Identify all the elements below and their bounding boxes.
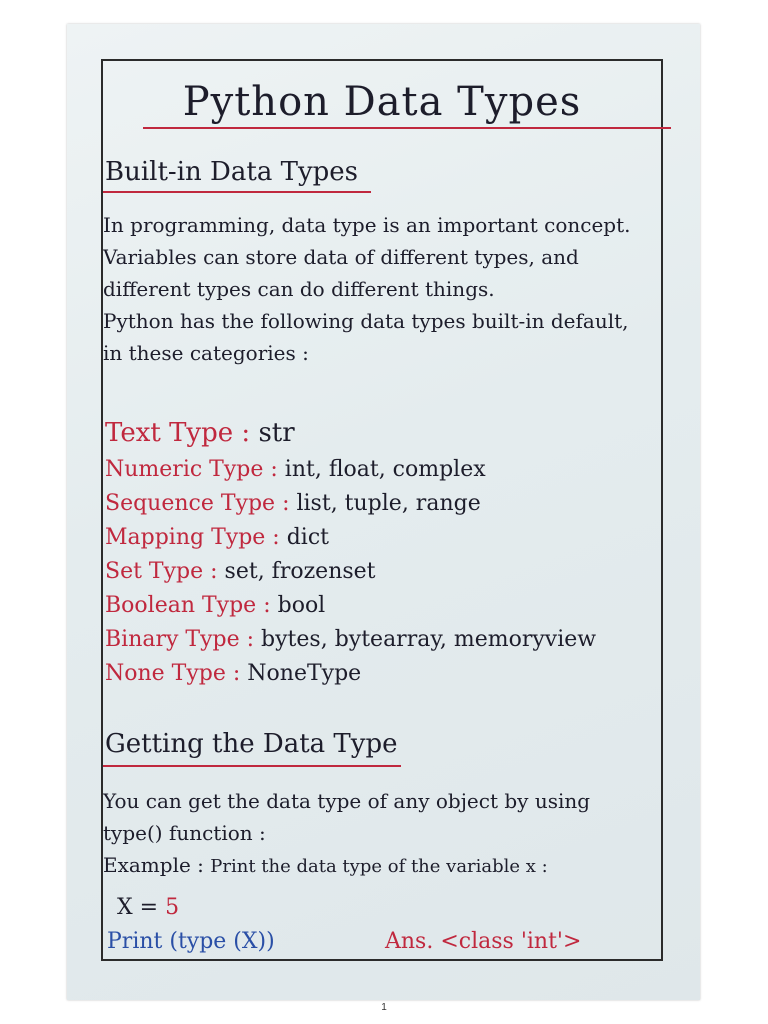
- type-row-sequence: [105, 487, 661, 521]
- type-label: None Type :: [105, 661, 241, 686]
- title-underline: [143, 127, 671, 129]
- code-variable: X =: [117, 895, 166, 920]
- type-row-text: [105, 413, 661, 453]
- code-answer: Ans. <class 'int'>: [385, 929, 582, 954]
- type-value: dict: [286, 525, 329, 550]
- example-text: Print the data type of the variable x :: [210, 856, 548, 877]
- data-types-list: [105, 413, 661, 691]
- type-value: list, tuple, range: [296, 491, 481, 516]
- type-value: bytes, bytearray, memoryview: [261, 627, 597, 652]
- page-border: [101, 59, 663, 961]
- type-row-numeric: [105, 453, 661, 487]
- section-heading-builtin: Built-in Data Types: [105, 157, 359, 187]
- type-label: Numeric Type :: [105, 457, 278, 482]
- type-label: Set Type :: [105, 559, 218, 584]
- type-label: Boolean Type :: [105, 593, 271, 618]
- type-label: Text Type :: [105, 418, 251, 448]
- type-label: Mapping Type :: [105, 525, 280, 550]
- paragraph-line: Variables can store data of different types, and: [103, 245, 579, 269]
- type-row-binary: [105, 623, 661, 657]
- paragraph-line: You can get the data type of any object by using: [103, 789, 591, 813]
- paragraph-line: type() function :: [103, 821, 266, 845]
- code-value: 5: [165, 895, 180, 920]
- type-row-set: [105, 555, 661, 589]
- type-row-none: [105, 657, 661, 691]
- type-value: int, float, complex: [284, 457, 486, 482]
- intro-paragraph: [103, 209, 659, 369]
- paragraph-line: In programming, data type is an important concept.: [103, 213, 631, 237]
- type-row-mapping: [105, 521, 661, 555]
- type-row-boolean: [105, 589, 661, 623]
- type-value: str: [258, 418, 295, 448]
- section-heading-getting-type: Getting the Data Type: [105, 729, 398, 759]
- paragraph-line: different types can do different things.: [103, 277, 495, 301]
- notebook-page: [67, 24, 700, 1000]
- section-heading-underline: [103, 191, 371, 193]
- type-value: set, frozenset: [224, 559, 376, 584]
- getting-type-paragraph: [103, 785, 659, 883]
- code-print-call: Print (type (X)): [107, 929, 275, 954]
- type-value: bool: [277, 593, 326, 618]
- page-number: 1: [381, 1002, 387, 1013]
- type-value: NoneType: [247, 661, 362, 686]
- type-label: Sequence Type :: [105, 491, 290, 516]
- paragraph-line: Python has the following data types built-in default,: [103, 309, 629, 333]
- paragraph-line: in these categories :: [103, 341, 309, 365]
- type-label: Binary Type :: [105, 627, 255, 652]
- example-label: Example :: [103, 853, 204, 877]
- example-line: [103, 849, 659, 883]
- code-assignment: [117, 895, 179, 920]
- section-heading-underline: [103, 765, 401, 767]
- page-title: Python Data Types: [182, 79, 582, 125]
